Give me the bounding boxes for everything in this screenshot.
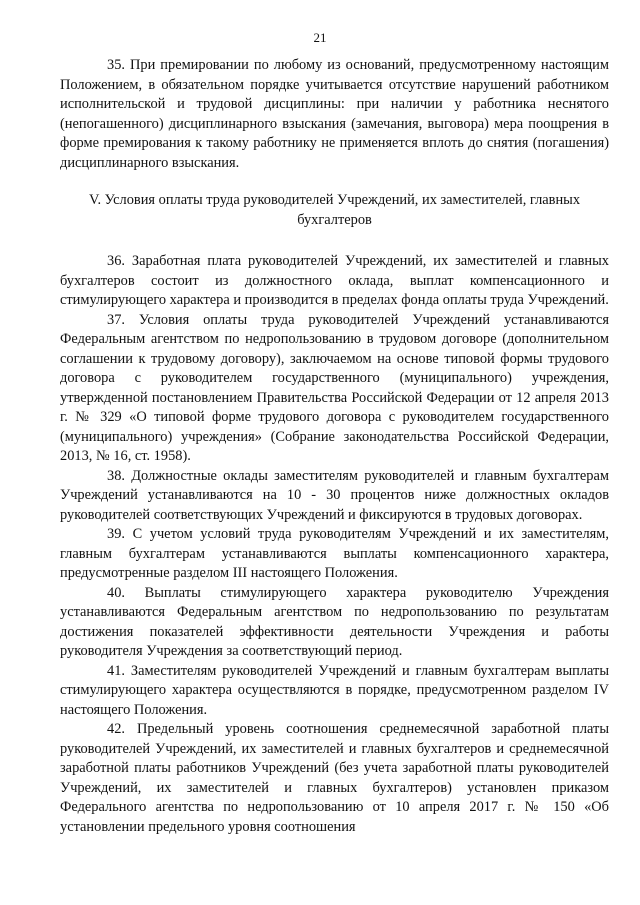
document-body bbox=[60, 56, 609, 837]
paragraph-37: 37. Условия оплаты труда руководителей Учреждений устанавливаются Федеральным агентством по недропользованию в трудовом договоре (дополнительном соглашении к трудовому договору), заключаемом на основе типовой формы трудового договора с руководителем государственного (муниципального) учреждения, утвержденной постановлением Правительства Российской Федерации от 12 апреля 2013 г. № 329 «О типовой форме трудового договора с руководителем государственного (муниципального) учреждения» (Собрание законодательства Российской Федерации, 2013, № 16, ст. 1958). bbox=[60, 311, 609, 464]
paragraph-39: 39. С учетом условий труда руководителям Учреждений и их заместителям, главным бухгалтерам устанавливаются выплаты компенсационного характера, предусмотренные разделом III настоящего Положения. bbox=[60, 526, 609, 581]
paragraph-40: 40. Выплаты стимулирующего характера руководителю Учреждения устанавливаются Федеральным агентством по недропользованию по результатам достижения показателей эффективности деятельности Учреждения и работы руководителя Учреждения за соответствующий период. bbox=[60, 584, 609, 659]
paragraph-36: 36. Заработная плата руководителей Учреждений, их заместителей и главных бухгалтеров состоит из должностного оклада, выплат компенсационного и стимулирующего характера и производится в пределах фонда оплаты труда Учреждений. bbox=[60, 253, 609, 308]
paragraph-41: 41. Заместителям руководителей Учреждений и главным бухгалтерам выплаты стимулирующего характера осуществляются в порядке, предусмотренном разделом IV настоящего Положения. bbox=[60, 662, 609, 718]
paragraph-42: 42. Предельный уровень соотношения среднемесячной заработной платы руководителей Учреждений, их заместителей и главных бухгалтеров и среднемесячной заработной платы работников Учреждений (без учета заработной платы руководителей Учреждений, их заместителей и главных бухгалтеров) установлен приказом Федерального агентства по недропользованию от 10 апреля 2017 г. № 150 «Об установлении предельного уровня соотношения bbox=[60, 721, 609, 835]
paragraph-38: 38. Должностные оклады заместителям руководителей и главным бухгалтерам Учреждений устанавливаются на 10 - 30 процентов ниже должностных окладов руководителей соответствующих Учреждений и фиксируются в трудовых договорах. bbox=[60, 467, 609, 523]
paragraph-35: 35. При премировании по любому из оснований, предусмотренному настоящим Положением, в обязательном порядке учитывается отсутствие нарушений работником исполнительской и трудовой дисциплины: при наличии у работника неснятого (непогашенного) дисциплинарного взыскания (замечания, выговора) мера поощрения в форме премирования к такому работнику не применяется вплоть до снятия (погашения) дисциплинарного взыскания. bbox=[60, 57, 609, 171]
section-heading: V. Условия оплаты труда руководителей Учреждений, их заместителей, главных бухгалтеров bbox=[88, 192, 581, 228]
page-number: 21 bbox=[313, 30, 327, 45]
